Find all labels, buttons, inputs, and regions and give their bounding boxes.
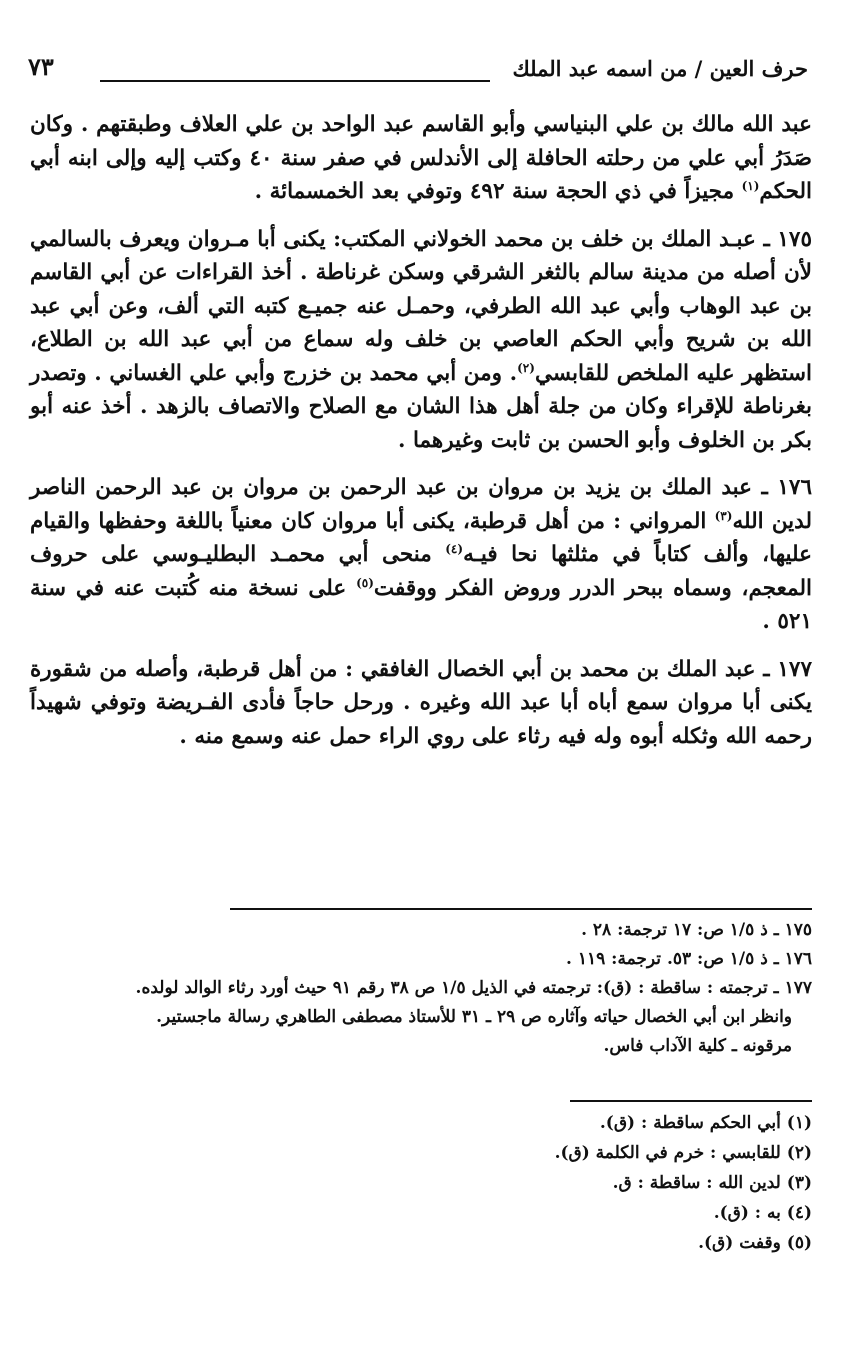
paragraph-text: . ومن أبي محمد بن خزرج وأبي علي الغساني . وتصدر بغرناطة للإقراء وكان من جلة أهل هذا الشان مع الصلاح والاتصاف بالزهد . أخذ عنه أبو بكر بن الخلوف وأبو الحسن بن ثابت وغيرهما . bbox=[30, 360, 812, 453]
entry-176 bbox=[30, 471, 812, 639]
header-title: حرف العين / من اسمه عبد الملك bbox=[512, 56, 808, 81]
note-176: ١٧٦ ـ ذ ١/٥ ص: ٥٣. ترجمة: ١١٩ . bbox=[566, 949, 812, 969]
footnotes-divider bbox=[570, 1100, 812, 1102]
footnote-ref: (٣) bbox=[714, 508, 733, 523]
paragraph-continuation bbox=[30, 108, 812, 209]
footnote-ref: (٤) bbox=[445, 541, 464, 556]
main-text bbox=[30, 108, 812, 767]
page-number: ٧٣ bbox=[28, 52, 54, 81]
paragraph-text: مجيزاً في ذي الحجة سنة ٤٩٢ وتوفي بعد الخمسمائة . bbox=[254, 179, 742, 204]
paragraph-text: منحى أبي محمـد البطليـوسي على حروف المعجم، وسماه ببحر الدرر وروض الفكر ووقفت bbox=[30, 542, 812, 601]
paragraph-text: ١٧٧ ـ عبد الملك بن محمد بن أبي الخصال الغافقي : من أهل قرطبة، وأصله من شقورة يكنى أبا مروان سمع أباه أبا عبد الله وغيره . ورحل حاجاً فأدى الفـريضة وتوفي شهيداً رحمه الله وثكله أبوه وله فيه رثاء على روي الراء حمل عنه وسمع منه . bbox=[30, 656, 812, 749]
footnote-4: (٤) به : (ق). bbox=[713, 1203, 812, 1223]
footnote-5: (٥) وقفت (ق). bbox=[698, 1233, 812, 1253]
footnote-3: (٣) لدين الله : ساقطة : ق. bbox=[612, 1173, 812, 1193]
paragraph-text: عبد الله مالك بن علي البنياسي وأبو القاسم عبد الواحد بن علي العلاف وطبقتهم . وكان صَدَرُ أبي علي من رحلته الحافلة إلى الأندلس في صفر سنة ٤٠ وكتب إليه وإلى ابنه أبي الحكم bbox=[30, 112, 813, 204]
entry-175 bbox=[30, 223, 812, 458]
footnote-2: (٢) للقابسي : خرم في الكلمة (ق). bbox=[554, 1143, 812, 1163]
entry-177 bbox=[30, 653, 812, 754]
paragraph-text: ١٧٥ ـ عبـد الملك بن خلف بن محمد الخولاني المكتب: يكنى أبا مـروان ويعرف بالسالمي لأن أصله من مدينة سالم بالثغر الشرقي وسكن غرناطة . أخذ القراءات عن أبي القاسم بن عبد الوهاب وأبي عبد الله الطرفي، وحمـل عنه جميـع كتبه التي ألف، وعن أبي عبد الله بن شريح وأبي الحكم العاصي بن خلف وله سماع من أبي عبد الله بن الطلاع، استظهر عليه الملخص للقابسي bbox=[30, 226, 812, 386]
paragraph-text: ١٧٦ ـ عبد الملك بن يزيد بن مروان بن عبد الرحمن بن مروان بن عبد الرحمن الناصر لدين الله bbox=[30, 475, 813, 534]
paragraph-text: المرواني : من أهل قرطبة، يكنى أبا مروان كان معنياً باللغة وحفظها والقيام عليها، وألف كتاباً في مثلثها نحا فيـه bbox=[30, 508, 812, 567]
note-177-continued: وانظر ابن أبي الخصال حياته وآثاره ص ٢٩ ـ ٣١ للأستاذ مصطفى الطاهري رسالة ماجستير. bbox=[156, 1007, 792, 1027]
note-177-continued: مرقونه ـ كلية الآداب فاس. bbox=[603, 1036, 792, 1056]
paragraph-text: على نسخة منه كُتبت عنه في سنة ٥٢١ . bbox=[30, 575, 812, 634]
source-notes bbox=[30, 916, 812, 1061]
footnote-ref: (١) bbox=[741, 178, 760, 193]
footnote-1: (١) أبي الحكم ساقطة : (ق). bbox=[599, 1113, 812, 1133]
footnote-ref: (٢) bbox=[517, 360, 535, 375]
header-rule bbox=[100, 80, 490, 82]
footnotes bbox=[30, 1108, 812, 1258]
note-175: ١٧٥ ـ ذ ١/٥ ص: ١٧ ترجمة: ٢٨ . bbox=[581, 920, 812, 940]
running-header bbox=[28, 52, 808, 92]
footnote-ref: (٥) bbox=[356, 575, 374, 590]
note-177: ١٧٧ ـ ترجمته : ساقطة : (ق): ترجمته في الذيل ١/٥ ص ٣٨ رقم ٩١ حيث أورد رثاء الوالد لولده. bbox=[135, 978, 812, 998]
notes-divider bbox=[230, 908, 812, 910]
